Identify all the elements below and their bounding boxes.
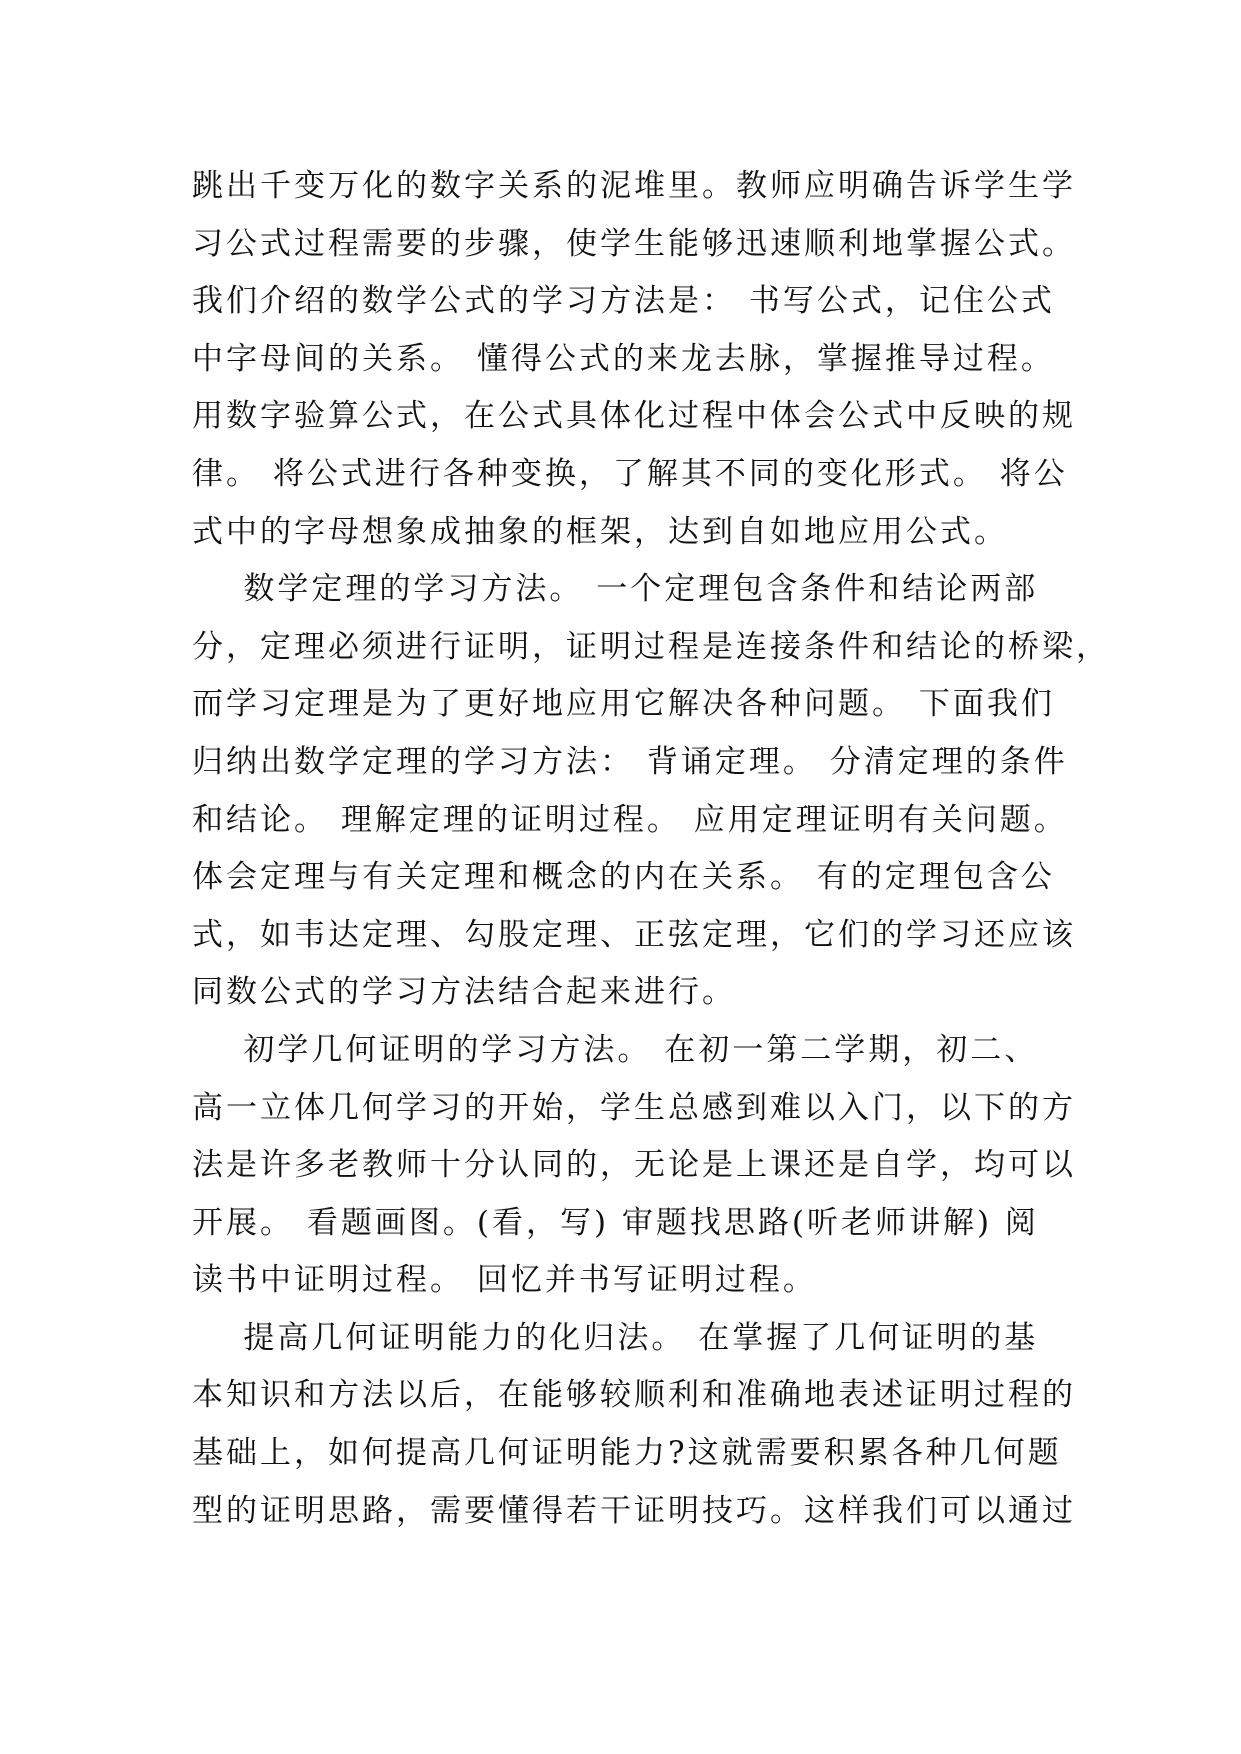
text-line: 高一立体几何学习的开始，学生总感到难以入门，以下的方 (192, 1089, 1076, 1126)
text-line: 而学习定理是为了更好地应用它解决各种问题。 下面我们 (192, 686, 1055, 723)
text-line: 式中的字母想象成抽象的框架，达到自如地应用公式。 (192, 513, 1008, 550)
text-line: 跳出千变万化的数字关系的泥堆里。教师应明确告诉学生学 (192, 168, 1076, 204)
text-line: 归纳出数学定理的学习方法： 背诵定理。 分清定理的条件 (192, 743, 1068, 780)
text-line: 本知识和方法以后，在能够较顺利和准确地表述证明过程的 (192, 1377, 1076, 1414)
text-line: 型的证明思路，需要懂得若干证明技巧。这样我们可以通过 (192, 1492, 1076, 1529)
body-text (192, 158, 1110, 1540)
paragraph-first-line: 初学几何证明的学习方法。 在初一第二学期，初二、 (192, 1031, 1039, 1068)
text-line: 式，如韦达定理、勾股定理、正弦定理，它们的学习还应该 (192, 916, 1076, 953)
text-line: 体会定理与有关定理和概念的内在关系。 有的定理包含公 (192, 859, 1055, 896)
text-line: 习公式过程需要的步骤，使学生能够迅速顺利地掌握公式。 (192, 225, 1076, 262)
text-line: 中字母间的关系。 懂得公式的来龙去脉，掌握推导过程。 (192, 340, 1055, 377)
text-line: 法是许多老教师十分认同的，无论是上课还是自学，均可以 (192, 1147, 1076, 1184)
paragraph-first-line: 数学定理的学习方法。 一个定理包含条件和结论两部 (192, 571, 1039, 608)
paragraph-first-line: 提高几何证明能力的化归法。 在掌握了几何证明的基 (192, 1319, 1039, 1356)
text-line: 和结论。 理解定理的证明过程。 应用定理证明有关问题。 (192, 801, 1068, 838)
text-line: 律。 将公式进行各种变换，了解其不同的变化形式。 将公 (192, 455, 1068, 492)
text-line: 读书中证明过程。 回忆并书写证明过程。 (192, 1262, 817, 1299)
text-line: 同数公式的学习方法结合起来进行。 (192, 974, 736, 1011)
text-line: 用数字验算公式，在公式具体化过程中体会公式中反映的规 (192, 398, 1076, 435)
text-line: 基础上，如何提高几何证明能力?这就需要积累各种几何题 (192, 1435, 1062, 1472)
text-line: 分，定理必须进行证明，证明过程是连接条件和结论的桥梁， (192, 628, 1110, 665)
text-line: 开展。 看题画图。(看，写) 审题找思路(听老师讲解) 阅 (192, 1204, 1039, 1241)
text-line: 我们介绍的数学公式的学习方法是： 书写公式，记住公式 (192, 283, 1055, 320)
